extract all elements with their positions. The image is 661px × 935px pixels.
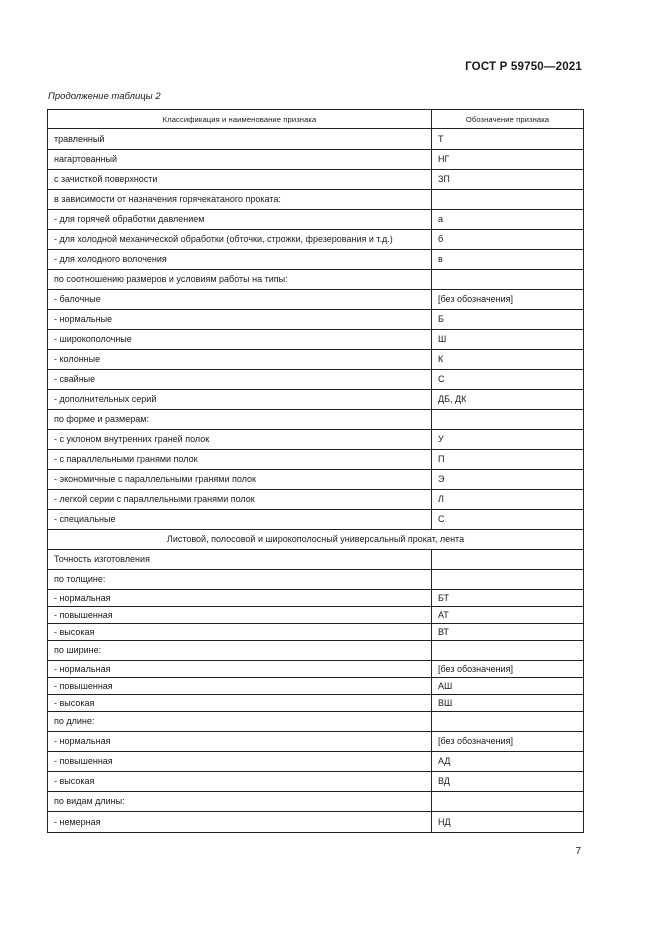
designation-cell (432, 270, 584, 290)
classification-cell: - легкой серии с параллельными гранями полок (48, 490, 432, 510)
designation-cell: К (432, 350, 584, 370)
designation-cell: С (432, 370, 584, 390)
designation-cell: АД (432, 752, 584, 772)
table-row (48, 607, 584, 624)
table-caption: Продолжение таблицы 2 (48, 91, 161, 102)
designation-cell: НД (432, 812, 584, 833)
classification-cell: травленный (48, 129, 432, 150)
table-row (48, 150, 584, 170)
classification-cell: по толщине: (48, 570, 432, 590)
table-row (48, 712, 584, 732)
classification-cell: - для горячей обработки давлением (48, 210, 432, 230)
classification-cell: - балочные (48, 290, 432, 310)
designation-cell: Т (432, 129, 584, 150)
classification-cell: - для холодной механической обработки (обточки, строжки, фрезерования и т.д.) (48, 230, 432, 250)
classification-cell: - повышенная (48, 607, 432, 624)
designation-cell: ЗП (432, 170, 584, 190)
classification-cell: с зачисткой поверхности (48, 170, 432, 190)
classification-cell: по форме и размерам: (48, 410, 432, 430)
table-row (48, 390, 584, 410)
classification-cell: - нормальные (48, 310, 432, 330)
designation-cell: Л (432, 490, 584, 510)
table-header-row (48, 110, 584, 129)
page-number: 7 (575, 846, 581, 857)
table-row (48, 450, 584, 470)
table-row (48, 250, 584, 270)
table-row (48, 330, 584, 350)
designation-cell: Ш (432, 330, 584, 350)
classification-cell: - нормальная (48, 732, 432, 752)
classification-cell: - с параллельными гранями полок (48, 450, 432, 470)
classification-cell: - повышенная (48, 752, 432, 772)
classification-cell: по ширине: (48, 641, 432, 661)
classification-cell: - широкополочные (48, 330, 432, 350)
table-row (48, 590, 584, 607)
table-row (48, 772, 584, 792)
designation-cell (432, 570, 584, 590)
table-row (48, 732, 584, 752)
classification-cell: - экономичные с параллельными гранями полок (48, 470, 432, 490)
table-row (48, 792, 584, 812)
designation-cell (432, 792, 584, 812)
table-row (48, 270, 584, 290)
designation-cell: АШ (432, 678, 584, 695)
table-row (48, 490, 584, 510)
table-row (48, 641, 584, 661)
table-row (48, 570, 584, 590)
designation-cell (432, 712, 584, 732)
designation-cell: У (432, 430, 584, 450)
classification-cell: по соотношению размеров и условиям работы на типы: (48, 270, 432, 290)
classification-cell: - высокая (48, 624, 432, 641)
designation-cell: а (432, 210, 584, 230)
designation-cell: ВШ (432, 695, 584, 712)
designation-cell: [без обозначения] (432, 290, 584, 310)
classification-cell: - дополнительных серий (48, 390, 432, 410)
classification-cell: - высокая (48, 772, 432, 792)
table-row (48, 510, 584, 530)
table-row (48, 129, 584, 150)
table-row (48, 230, 584, 250)
classification-cell: - повышенная (48, 678, 432, 695)
table-row (48, 290, 584, 310)
classification-cell: - с уклоном внутренних граней полок (48, 430, 432, 450)
classification-cell: по длине: (48, 712, 432, 732)
classification-cell: Точность изготовления (48, 550, 432, 570)
table-row (48, 752, 584, 772)
classification-cell: - колонные (48, 350, 432, 370)
table-row (48, 661, 584, 678)
designation-cell: Б (432, 310, 584, 330)
designation-cell: ВТ (432, 624, 584, 641)
designation-cell: Э (432, 470, 584, 490)
designation-cell (432, 641, 584, 661)
classification-table (47, 109, 584, 833)
table-row (48, 695, 584, 712)
designation-cell: б (432, 230, 584, 250)
classification-cell: в зависимости от назначения горячекатаного проката: (48, 190, 432, 210)
designation-cell: БТ (432, 590, 584, 607)
table-row (48, 530, 584, 550)
classification-cell: - немерная (48, 812, 432, 833)
classification-cell: - специальные (48, 510, 432, 530)
designation-cell (432, 190, 584, 210)
table-row (48, 812, 584, 833)
table-row (48, 170, 584, 190)
designation-cell: [без обозначения] (432, 732, 584, 752)
column-header-classification: Классификация и наименование признака (48, 110, 432, 129)
table-row (48, 350, 584, 370)
designation-cell (432, 410, 584, 430)
table-row (48, 310, 584, 330)
classification-cell: - для холодного волочения (48, 250, 432, 270)
table-row (48, 410, 584, 430)
section-heading-cell: Листовой, полосовой и широкополосный универсальный прокат, лента (48, 530, 584, 550)
designation-cell: П (432, 450, 584, 470)
table-row (48, 210, 584, 230)
designation-cell: [без обозначения] (432, 661, 584, 678)
designation-cell: НГ (432, 150, 584, 170)
classification-cell: - нормальная (48, 590, 432, 607)
designation-cell: С (432, 510, 584, 530)
classification-cell: по видам длины: (48, 792, 432, 812)
table-row (48, 470, 584, 490)
designation-cell (432, 550, 584, 570)
table-row (48, 678, 584, 695)
designation-cell: ВД (432, 772, 584, 792)
classification-cell: - нормальная (48, 661, 432, 678)
table-row (48, 370, 584, 390)
designation-cell: ДБ, ДК (432, 390, 584, 410)
designation-cell: в (432, 250, 584, 270)
table-row (48, 430, 584, 450)
classification-cell: - высокая (48, 695, 432, 712)
document-code: ГОСТ Р 59750—2021 (465, 61, 582, 73)
classification-cell: - свайные (48, 370, 432, 390)
designation-cell: АТ (432, 607, 584, 624)
column-header-designation: Обозначение признака (432, 110, 584, 129)
table-row (48, 190, 584, 210)
classification-cell: нагартованный (48, 150, 432, 170)
table-row (48, 550, 584, 570)
table-row (48, 624, 584, 641)
